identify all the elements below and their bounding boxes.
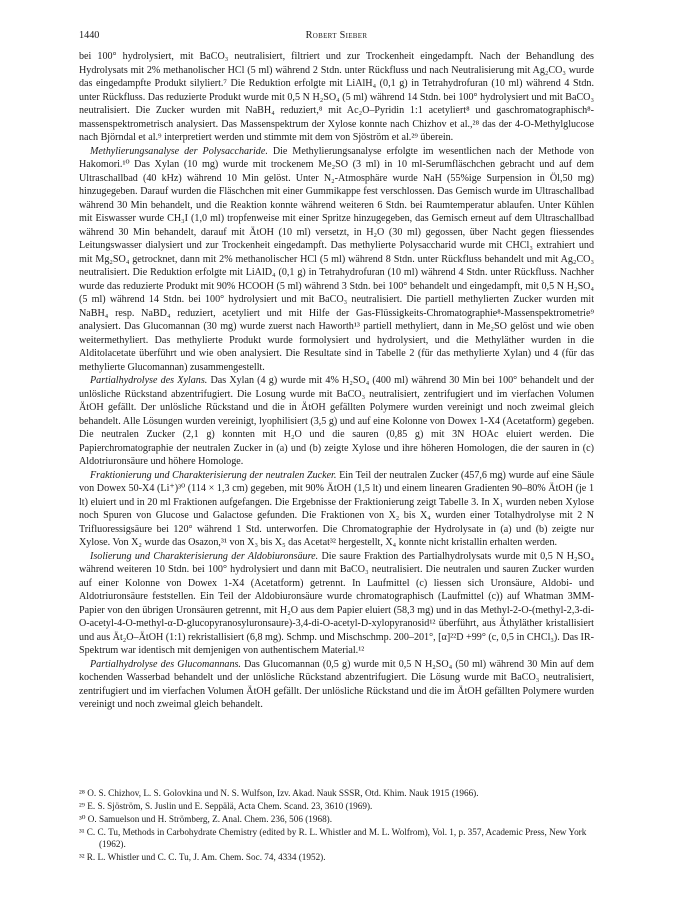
paragraph-aldobiuronic-acid — [79, 550, 594, 658]
running-header — [79, 30, 594, 44]
section-heading-methylation: Methylierungsanalyse der Polysaccharide. — [90, 145, 268, 157]
footnote-31: ³¹ C. C. Tu, Methods in Carbohydrate Chemistry (edited by R. L. Whistler and M. L. Wolfrom), Vol. 1, p. 357, Academic Press, New York (1962). — [79, 827, 587, 849]
methylation-text: Die Methylierungsanalyse erfolgte im wesentlichen nach der Methode von Hakomori.¹⁰ Das Xylan (10 mg) wurde mit trockenem Me₂SO (3 ml) in 10 ml-Serumfläschchen gebracht und auf dem Ultraschallbad (40 kHz) während 10 Min gelöst. Unter N₂-Atmosphäre wurde NaH (55%ige Surpension in Öl,50 mg) hinzugegeben. Darauf wurden die Fläschchen mit einer Gummikappe fest verschlossen. Das Gemisch wurde im Ultraschallbad während 30 Min behandelt, und die Reaktion konnte während weiteren 6 Stdn. bei Raumtemperatur ablaufen. Unter Kühlen mit Eiswasser wurde CH₃I (1,0 ml) tropfenweise mit einer Spritze hinzugegeben, das Gemisch erneut auf dem Ultraschallbad während 30 Min behandelt, darauf mit ÄtOH (10 ml) versetzt, in H₂O (30 ml) gegossen, über Nacht gegen fliessendes Leitungswasser dialysiert und zur Trockenheit eingedampft. Das methylierte Polysaccharid wurde mit CHCl₃ extrahiert und mit Mg₂SO₄ getrocknet, dann mit 2% methanolischer HCl (5 ml) während 8 Stdn. unter Rückfluss behandelt und mit Ag₂CO₃ neutralisiert. Die Reduktion erfolgte mit LiAlD₄ (0,1 g) in Tetrahydrofuran (10 ml) während 4 Stdn. unter Rückfluss. Nachher wurde das reduzierte Produkt mit 90% HCOOH (5 ml) während 3 Stdn. bei 100° behandelt und eingedampft, mit 0,5 N H₂SO₄ (5 ml) während 14 Stdn. bei 100° hydrolysiert und mit BaCO₃ neutralisiert. Die partiell methylierten Zucker wurden mit NaBH₄ resp. NaBD₄ reduziert, acetyliert und mit Hilfe der Gas-Flüssigkeits-Chromatographie⁸-Massenspektrometrie⁹ analysiert. Das Glucomannan (30 mg) wurde zuerst nach Haworth¹³ partiell methyliert, dann in Me₂SO gelöst und wie oben weitermethyliert. Das methylierte Produkt wurde formolysiert und hydrolysiert, und die Methyläther wurden in die Alditolacetate überführt und wie oben analysiert. Die Resultate sind in Tabelle 2 (für das methylierte Xylan) und 4 (für das methylierte Glucomannan) zusammengestellt. — [79, 145, 595, 373]
paragraph-xylan-partial-hydrolysis — [79, 374, 594, 469]
paragraph-glucomannan-hydrolysis — [79, 658, 594, 712]
footnote-30: ³⁰ O. Samuelson und H. Strömberg, Z. Anal. Chem. 236, 506 (1968). — [79, 814, 333, 824]
paragraph-hydrolysis-reduction: bei 100° hydrolysiert, mit BaCO₃ neutralisiert, filtriert und zur Trockenheit eingedampft. Nach der Behandlung des Hydrolysats mit 2% methanolischer HCl (5 ml) während 2 Stdn. unter Rückfluss und nach Neutralisierung mit Ag₂CO₃ wurde das eingedampfte Produkt silyliert.⁷ Die Reduktion erfolgte mit LiAlH₄ (0,1 g) in Tetrahydrofuran (10 ml) während 4 Stdn. unter Rückfluss. Das reduzierte Produkt wurde mit 0,5 N H₂SO₄ (5 ml) während 14 Stdn. bei 100° hydrolysiert und mit BaCO₃ neutralisiert. Die Zucker wurden mit NaBH₄ reduziert,⁸ mit Ac₂O–Pyridin 1:1 acetyliert⁸ und gaschromatographisch⁸-massenspektrometrisch analysiert. Das Massenspektrum der Xylose konnte nach Chizhov et al.,²⁸ das der 4-O-Methylglucose nach Björndal et al.⁹ interpretiert werden und stimmte mit dem von Sjöström et al.²⁹ überein. — [79, 51, 594, 143]
footnotes — [79, 787, 594, 864]
xylan-hydrolysis-text: Das Xylan (4 g) wurde mit 4% H₂SO₄ (400 ml) während 30 Min bei 100° behandelt und der unlösliche Rückstand abzentrifugiert. Die Losung wurde mit BaCO₃ neutralisiert, zentrifugiert und im vierfachen Volumen ÄtOH gefällt. Der unlösliche Rückstand und die in ÄtOH gefällten Polymere wurden vereinigt und noch zweimal gleich behandelt. Alle Lösungen wurden vereinigt, lyophilisiert (3,5 g) und auf eine Kolonne von Dowex 1-X4 (Acetatform) gegeben. Die neutralen Zucker (2,1 g) konnten mit H₂O und die sauren (0,85 g) mit 3N HOAc eluiert werden. Die Papierchromatographie der neutralen Zucker in (a) und (b) zeigte Xylose und ihre höheren Homologen, die der sauren in (c) Aldotriuronsäure und höhere Homologe. — [79, 375, 595, 467]
section-heading-aldobiuronic: Isolierung und Charakterisierung der Aldobiuronsäure. — [90, 550, 319, 562]
page-number: 1440 — [79, 30, 100, 41]
paragraph-methylation-analysis — [79, 145, 594, 375]
section-heading-glucomannan: Partialhydrolyse des Glucomannans. — [90, 658, 241, 670]
paragraph-neutral-sugar-fractionation — [79, 469, 594, 550]
neutral-sugars-text: Ein Teil der neutralen Zucker (457,6 mg) wurde auf eine Säule von Dowex 50-X4 (Li⁺)³⁰ (114 × 1,3 cm) gegeben, mit 90% ÄtOH (1,5 lt) und einem linearen Gradienten 90–80% ÄtOH (je 1 lt) eluiert und in 20 ml Fraktionen aufgefangen. Die Ergebnisse der Fraktionierung zeigt Tabelle 3. In X₁ wurden neben Xylose noch Spuren von Glucose und Galactose gefunden. Die Fraktionen von X₂ bis X₄ wurden einer Totalhydrolyse mit 2 N Trifluoressigsäure bei 120° während 1 Std. unterworfen. Die Chromatographie der Hydrolysate in (a) und (b) zeigte nur Xylose. Von X₂ wurde das Osazon,³¹ von X₃ bis X₅ das Acetat³² hergestellt, X₄ konnte nicht kristallin erhalten werden. — [79, 469, 594, 548]
footnote-28: ²⁸ O. S. Chizhov, L. S. Golovkina und N. S. Wulfson, Izv. Akad. Nauk SSSR, Otd. Khim. Nauk 1915 (1966). — [79, 788, 479, 798]
section-heading-xylan-hydrolysis: Partialhydrolyse des Xylans. — [90, 375, 208, 386]
aldobiuronic-text: Die saure Fraktion des Partialhydrolysats wurde mit 0,5 N H₂SO₄ während weiteren 10 Stdn. bei 100° hydrolysiert und dann mit BaCO₃ neutralisiert. Die neutralen und sauren Zucker wurden auf einer Kolonne von Dowex 1-X4 (Acetatform) getrennt. In Laufmittel (c) liessen sich Uronsäure, Aldobi- und Aldotriuronsäure feststellen. Ein Teil der Aldobiuronsäure wurde chromatographisch (Laufmittel (c)) auf Whatman 3MM-Papier von den übrigen Uronsäuren getrennt, mit H₂O aus dem Papier eluiert (58,3 mg) und in das Methyl-2-O-(methyl-2,3-di-O-acetyl-4-O-methyl-α-D-glucopyranosyluronsaure)-3,4-di-O-acetyl-D-xylopyranosid¹² überführt, aus Äthyläther kristallisiert und aus Ät₂O–ÄtOH (1:1) rekristallisiert (6,8 mg). Schmp. und Mischschmp. 200–201°, [α]²²D +99° (c, 0,5 in CHCl₃). Das IR-Spektrum war identisch mit demjenigen von authentischem Material.¹² — [79, 550, 594, 656]
article-body — [79, 50, 594, 712]
section-heading-neutral-sugars: Fraktionierung und Charakterisierung der neutralen Zucker. — [90, 469, 337, 481]
footnote-32: ³² R. L. Whistler und C. C. Tu, J. Am. Chem. Soc. 74, 4334 (1952). — [79, 852, 326, 862]
running-head-author: Robert Sieber — [305, 30, 368, 41]
glucomannan-text: Das Glucomannan (0,5 g) wurde mit 0,5 N H₂SO₄ (50 ml) während 30 Min auf dem kochenden Wasserbad behandelt und der unlösliche Rückstand abzentrifugiert. Die Lösung wurde mit BaCO₃ neutralisiert, zentrifugiert und im vierfachen Volumen ÄtOH gefällt. Der unlösliche Rückstand und die im ÄtOH gefällten Polymere wurden vereinigt und noch zweimal gleich behandelt. — [79, 658, 594, 710]
footnote-29: ²⁹ E. S. Sjöström, S. Juslin und E. Seppälä, Acta Chem. Scand. 23, 3610 (1969). — [79, 801, 373, 811]
